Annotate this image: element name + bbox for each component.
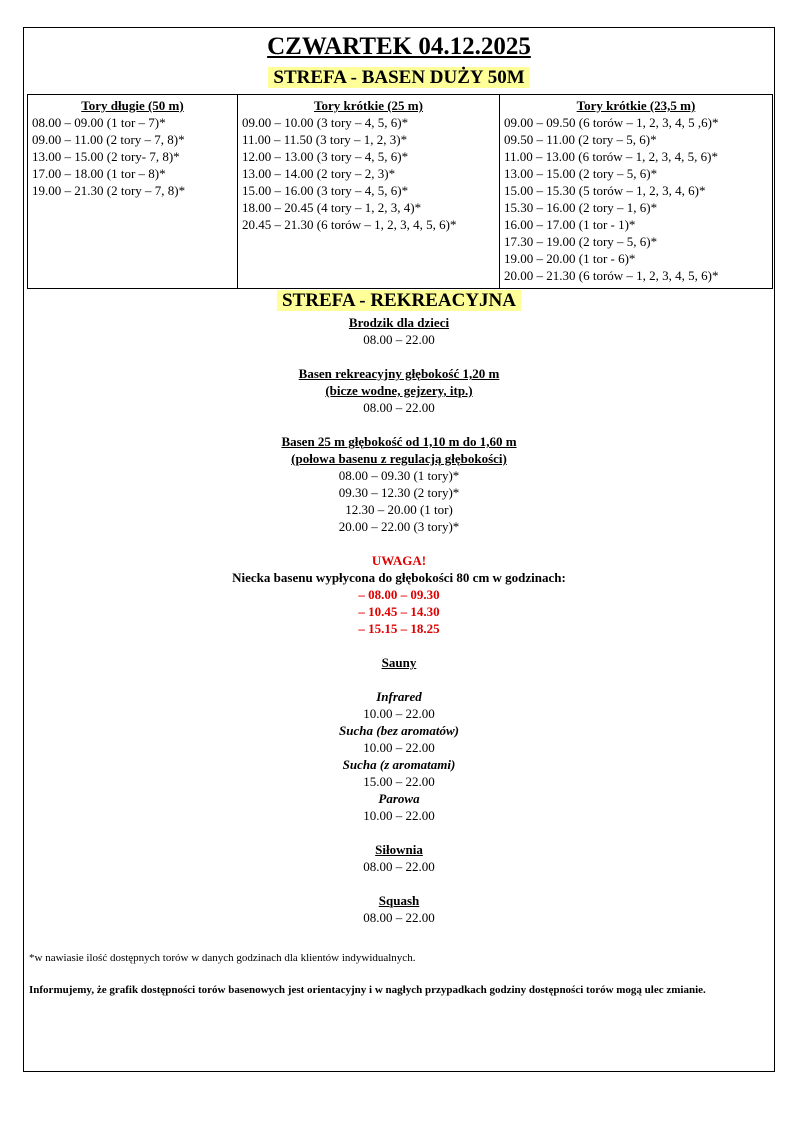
lane-row: 15.00 – 16.00 (3 tory – 4, 5, 6)* (242, 183, 409, 198)
pool25-row: 12.30 – 20.00 (1 tor) (345, 502, 453, 517)
notice: Informujemy, że grafik dostępności torów basenowych jest orientacyjny i w nagłych przypadkach godziny dostępności torów mogą ulec zmianie. (29, 984, 706, 996)
kids-pool-hours: 08.00 – 22.00 (363, 332, 435, 347)
lane-row: 16.00 – 17.00 (1 tor - 1)* (504, 217, 636, 232)
zone-big-pool-label: STREFA - BASEN DUŻY 50M (268, 67, 529, 88)
lane-row: 18.00 – 20.45 (4 tory – 1, 2, 3, 4)* (242, 200, 422, 215)
lane-row: 13.00 – 14.00 (2 tory – 2, 3)* (242, 166, 396, 181)
lane-row: 13.00 – 15.00 (2 tory – 5, 6)* (504, 166, 658, 181)
lane-row: 17.00 – 18.00 (1 tor – 8)* (32, 166, 166, 181)
sauna-name: Sucha (bez aromatów) (339, 723, 459, 738)
lane-row: 08.00 – 09.00 (1 tor – 7)* (32, 115, 166, 130)
sauna-name: Sucha (z aromatami) (342, 757, 456, 772)
pool25-row: 09.30 – 12.30 (2 tory)* (338, 485, 460, 500)
lanes-col-header: Tory krótkie (23,5 m) (576, 98, 696, 113)
sauna-hours: 10.00 – 22.00 (363, 706, 435, 721)
lanes-col-header: Tory długie (50 m) (81, 98, 184, 113)
gym-title: Siłownia (375, 842, 423, 857)
warning-text: Niecka basenu wypłycona do głębokości 80 cm w godzinach: (232, 570, 566, 585)
lane-row: 09.00 – 11.00 (2 tory – 7, 8)* (32, 132, 185, 147)
warning-row: – 15.15 – 18.25 (358, 621, 440, 636)
lane-row: 15.00 – 15.30 (5 torów – 1, 2, 3, 4, 6)* (504, 183, 706, 198)
lane-row: 09.00 – 10.00 (3 tory – 4, 5, 6)* (242, 115, 409, 130)
saunas-title: Sauny (381, 655, 417, 670)
lane-row: 11.00 – 11.50 (3 tory – 1, 2, 3)* (242, 132, 408, 147)
lane-row: 19.00 – 21.30 (2 tory – 7, 8)* (32, 183, 186, 198)
squash-hours: 08.00 – 22.00 (363, 910, 435, 925)
sauna-name: Infrared (376, 689, 422, 704)
squash-title: Squash (378, 893, 420, 908)
warning-label: UWAGA! (371, 553, 427, 568)
rec-pool-subtitle: (bicze wodne, gejzery, itp.) (325, 383, 473, 398)
lanes-table (27, 94, 773, 289)
page-title: CZWARTEK 04.12.2025 (267, 33, 531, 60)
schedule-frame (23, 27, 775, 1072)
zone-big-pool-heading (24, 66, 774, 90)
lanes-col-short25 (238, 95, 500, 289)
warning-row: – 10.45 – 14.30 (358, 604, 440, 619)
pool25-row: 20.00 – 22.00 (3 tory)* (338, 519, 460, 534)
kids-pool-title: Brodzik dla dzieci (348, 315, 450, 330)
rec-pool-hours: 08.00 – 22.00 (363, 400, 435, 415)
sauna-hours: 10.00 – 22.00 (363, 740, 435, 755)
pool25-title: Basen 25 m głębokość od 1,10 m do 1,60 m (281, 434, 517, 449)
pool25-row: 08.00 – 09.30 (1 tory)* (338, 468, 460, 483)
zone-recreation-label: STREFA - REKREACYJNA (277, 290, 521, 311)
lane-row: 20.45 – 21.30 (6 torów – 1, 2, 3, 4, 5, 6)* (242, 217, 457, 232)
lane-row: 13.00 – 15.00 (2 tory- 7, 8)* (32, 149, 180, 164)
lane-row: 11.00 – 13.00 (6 torów – 1, 2, 3, 4, 5, 6)* (504, 149, 719, 164)
warning-row: – 08.00 – 09.30 (358, 587, 440, 602)
lane-row: 09.00 – 09.50 (6 torów – 1, 2, 3, 4, 5 ,6)* (504, 115, 719, 130)
sauna-hours: 10.00 – 22.00 (363, 808, 435, 823)
sauna-hours: 15.00 – 22.00 (363, 774, 435, 789)
lane-row: 12.00 – 13.00 (3 tory – 4, 5, 6)* (242, 149, 409, 164)
pool25-subtitle: (połowa basenu z regulacją głębokości) (291, 451, 507, 466)
lanes-col-header: Tory krótkie (25 m) (314, 98, 423, 113)
lane-row: 15.30 – 16.00 (2 tory – 1, 6)* (504, 200, 658, 215)
rec-pool-title: Basen rekreacyjny głębokość 1,20 m (298, 366, 500, 381)
lanes-col-short235 (500, 95, 773, 289)
zone-recreation-heading (24, 289, 774, 313)
footnote: *w nawiasie ilość dostępnych torów w danych godzinach dla klientów indywidualnych. (29, 952, 416, 964)
lane-row: 09.50 – 11.00 (2 tory – 5, 6)* (504, 132, 657, 147)
lane-row: 20.00 – 21.30 (6 torów – 1, 2, 3, 4, 5, 6)* (504, 268, 719, 283)
lanes-col-long (28, 95, 238, 289)
recreation-section (24, 314, 774, 926)
sauna-name: Parowa (378, 791, 420, 806)
gym-hours: 08.00 – 22.00 (363, 859, 435, 874)
lane-row: 17.30 – 19.00 (2 tory – 5, 6)* (504, 234, 658, 249)
lane-row: 19.00 – 20.00 (1 tor - 6)* (504, 251, 636, 266)
